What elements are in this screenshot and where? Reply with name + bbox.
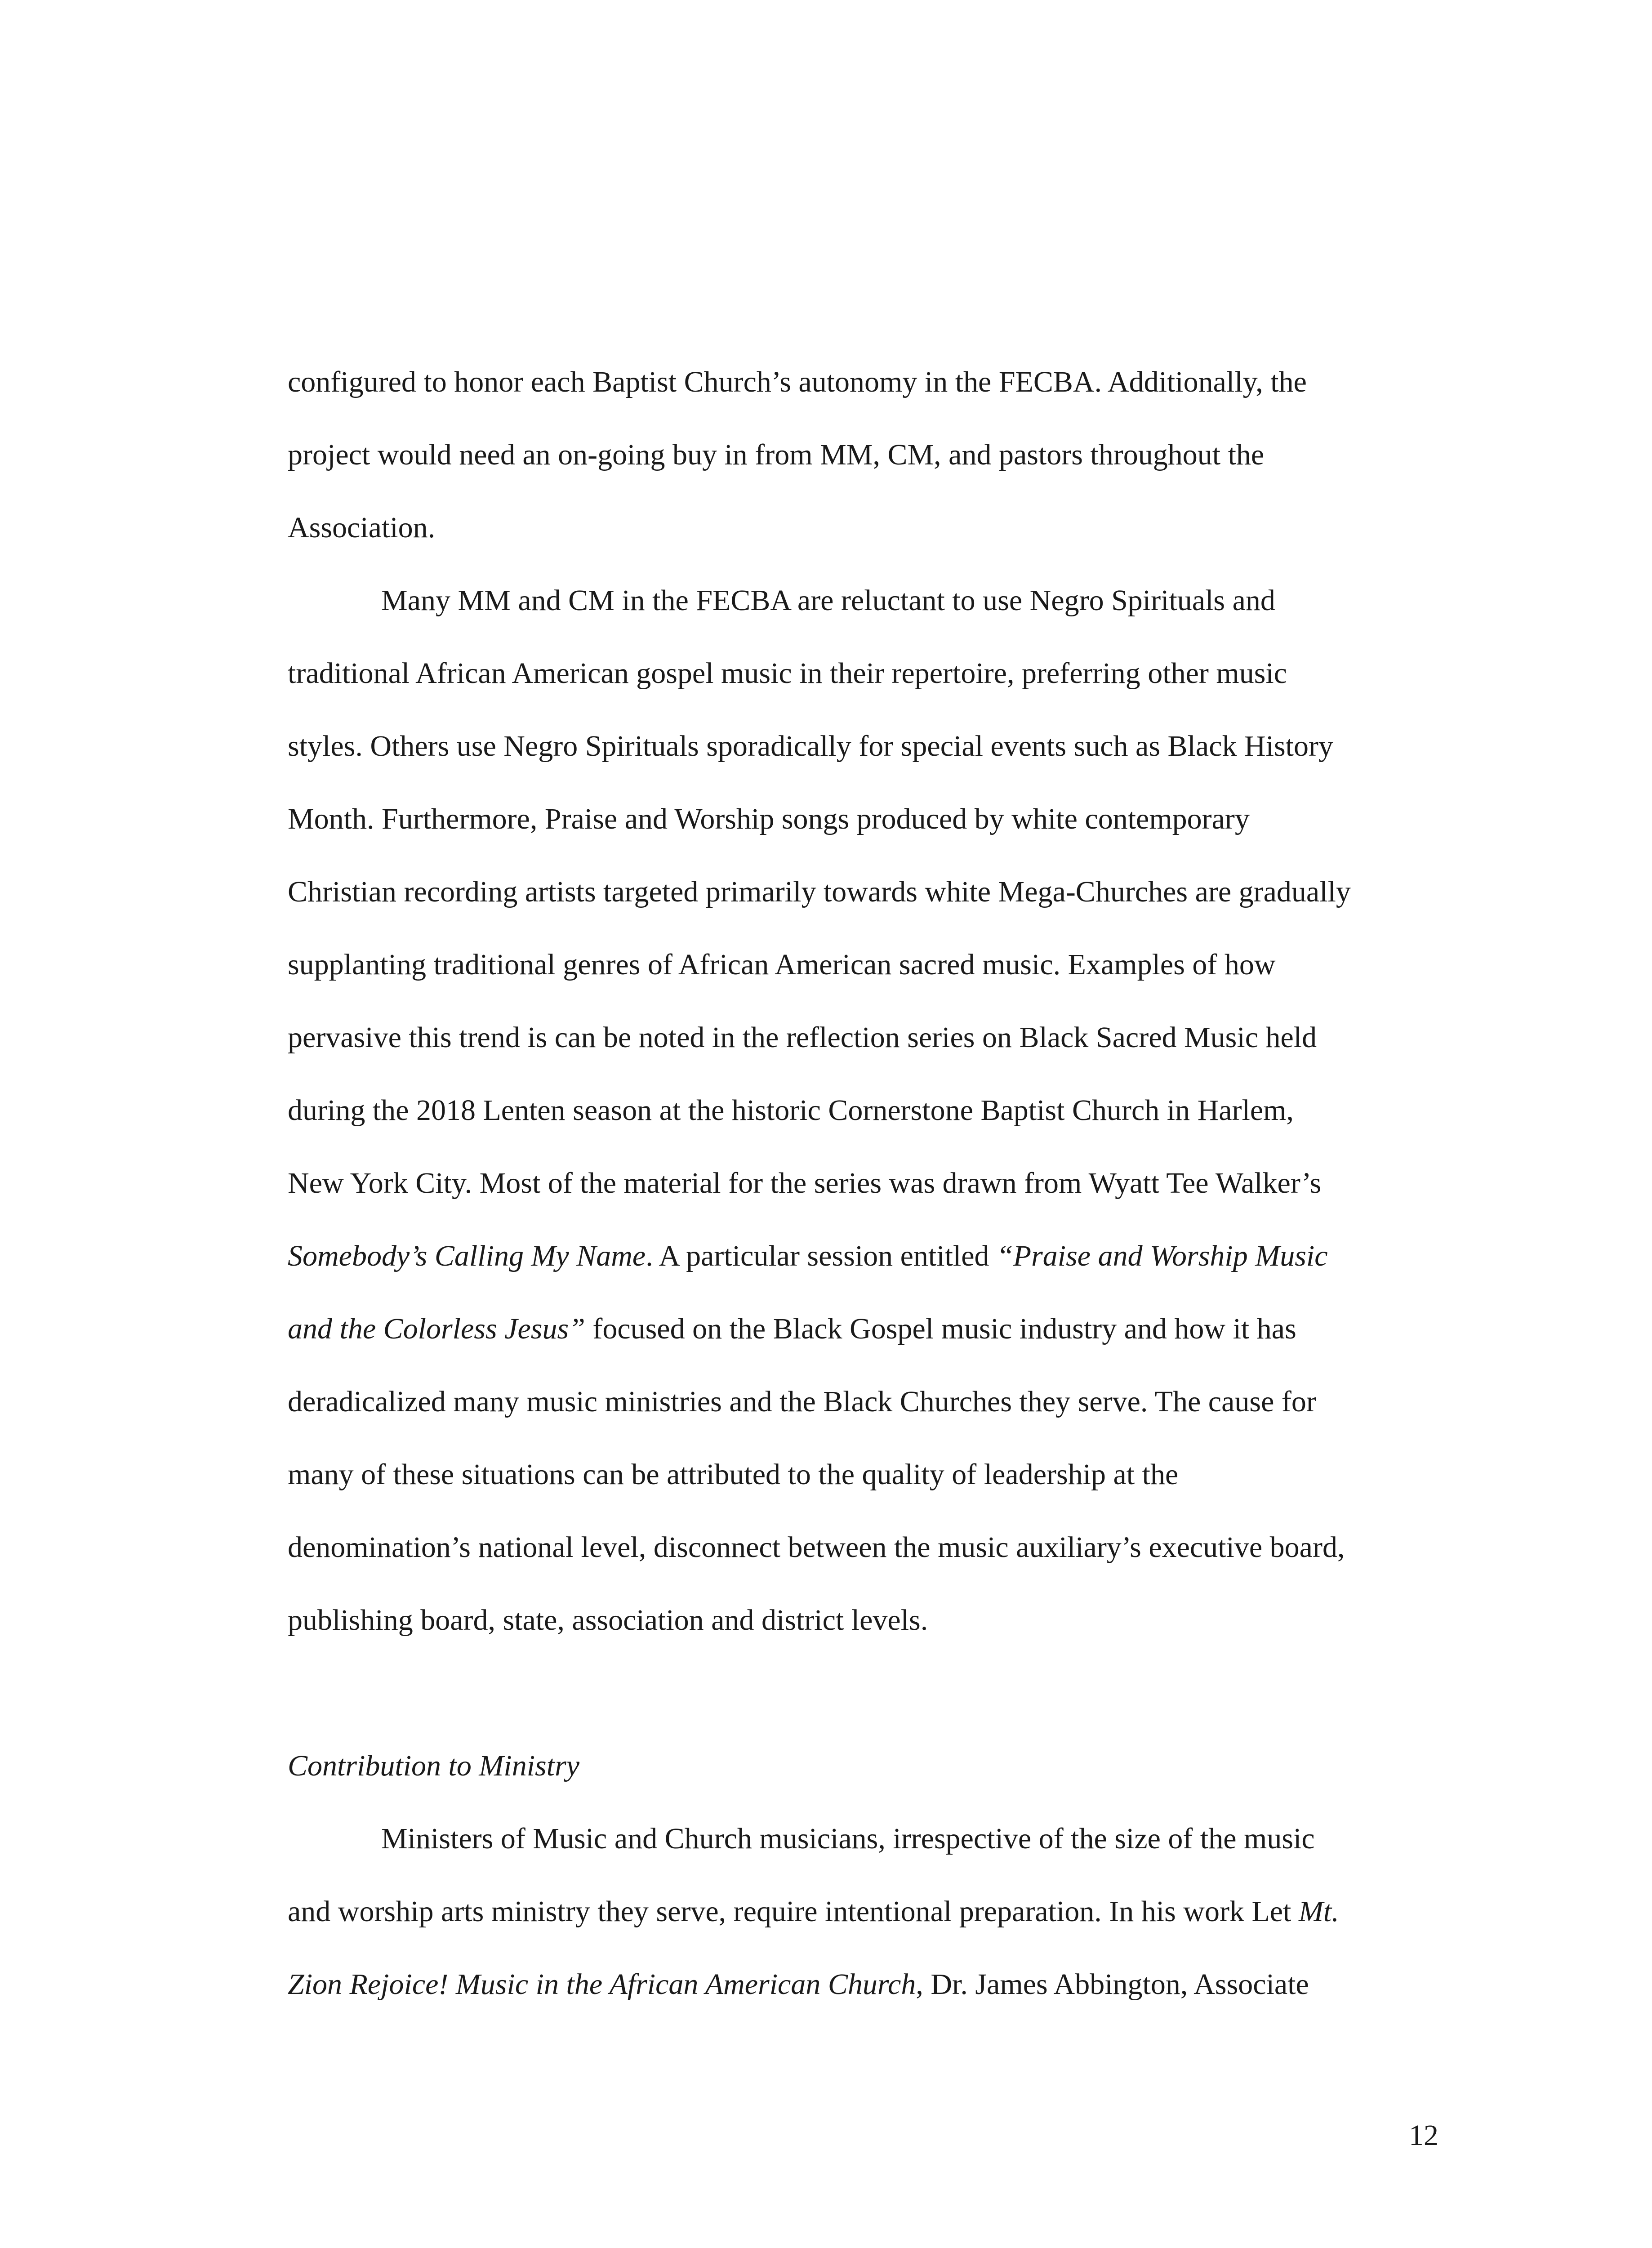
text-line: Christian recording artists targeted primarily towards white Mega-Churches are gradually <box>288 875 1351 908</box>
text-line: Many MM and CM in the FECBA are reluctant to use Negro Spirituals and <box>381 584 1275 617</box>
inline-text: and worship arts ministry they serve, require intentional preparation. In his work Let <box>288 1895 1299 1928</box>
inline-text: . A particular session entitled <box>646 1240 997 1272</box>
text-line: supplanting traditional genres of African American sacred music. Examples of how <box>288 948 1276 981</box>
session-title: and the Colorless Jesus” <box>288 1312 585 1345</box>
text-line: traditional African American gospel music in their repertoire, preferring other music <box>288 657 1287 690</box>
book-title: Zion Rejoice! Music in the African American Church <box>288 1968 916 2001</box>
text-line: during the 2018 Lenten season at the historic Cornerstone Baptist Church in Harlem, <box>288 1094 1294 1127</box>
text-line: publishing board, state, association and district levels. <box>288 1604 928 1637</box>
text-line: configured to honor each Baptist Church’s autonomy in the FECBA. Additionally, the <box>288 366 1307 398</box>
text-line <box>288 1958 1309 2012</box>
text-line: project would need an on-going buy in from MM, CM, and pastors throughout the <box>288 438 1265 471</box>
text-line: New York City. Most of the material for the series was drawn from Wyatt Tee Walker’s <box>288 1167 1322 1200</box>
book-title: Mt. <box>1298 1895 1339 1928</box>
text-line <box>288 1885 1339 1939</box>
section-heading: Contribution to Ministry <box>288 1749 580 1782</box>
text-line: pervasive this trend is can be noted in the reflection series on Black Sacred Music held <box>288 1021 1317 1054</box>
text-line: deradicalized many music ministries and the Black Churches they serve. The cause for <box>288 1385 1316 1418</box>
text-line: Month. Furthermore, Praise and Worship songs produced by white contemporary <box>288 803 1250 835</box>
inline-text: focused on the Black Gospel music industry and how it has <box>585 1312 1296 1345</box>
text-line <box>288 1302 1296 1356</box>
text-line: many of these situations can be attributed to the quality of leadership at the <box>288 1458 1179 1491</box>
page-number: 12 <box>1409 2119 1438 2152</box>
book-title: Somebody’s Calling My Name <box>288 1240 646 1272</box>
inline-text: , Dr. James Abbington, Associate <box>916 1968 1309 2001</box>
text-line: Ministers of Music and Church musicians, irrespective of the size of the music <box>381 1822 1315 1855</box>
text-line <box>288 1229 1328 1283</box>
text-line: Association. <box>288 511 436 544</box>
session-title: “Praise and Worship Music <box>997 1240 1328 1272</box>
text-line: styles. Others use Negro Spirituals sporadically for special events such as Black History <box>288 730 1333 763</box>
text-line: denomination’s national level, disconnect between the music auxiliary’s executive board, <box>288 1531 1345 1564</box>
